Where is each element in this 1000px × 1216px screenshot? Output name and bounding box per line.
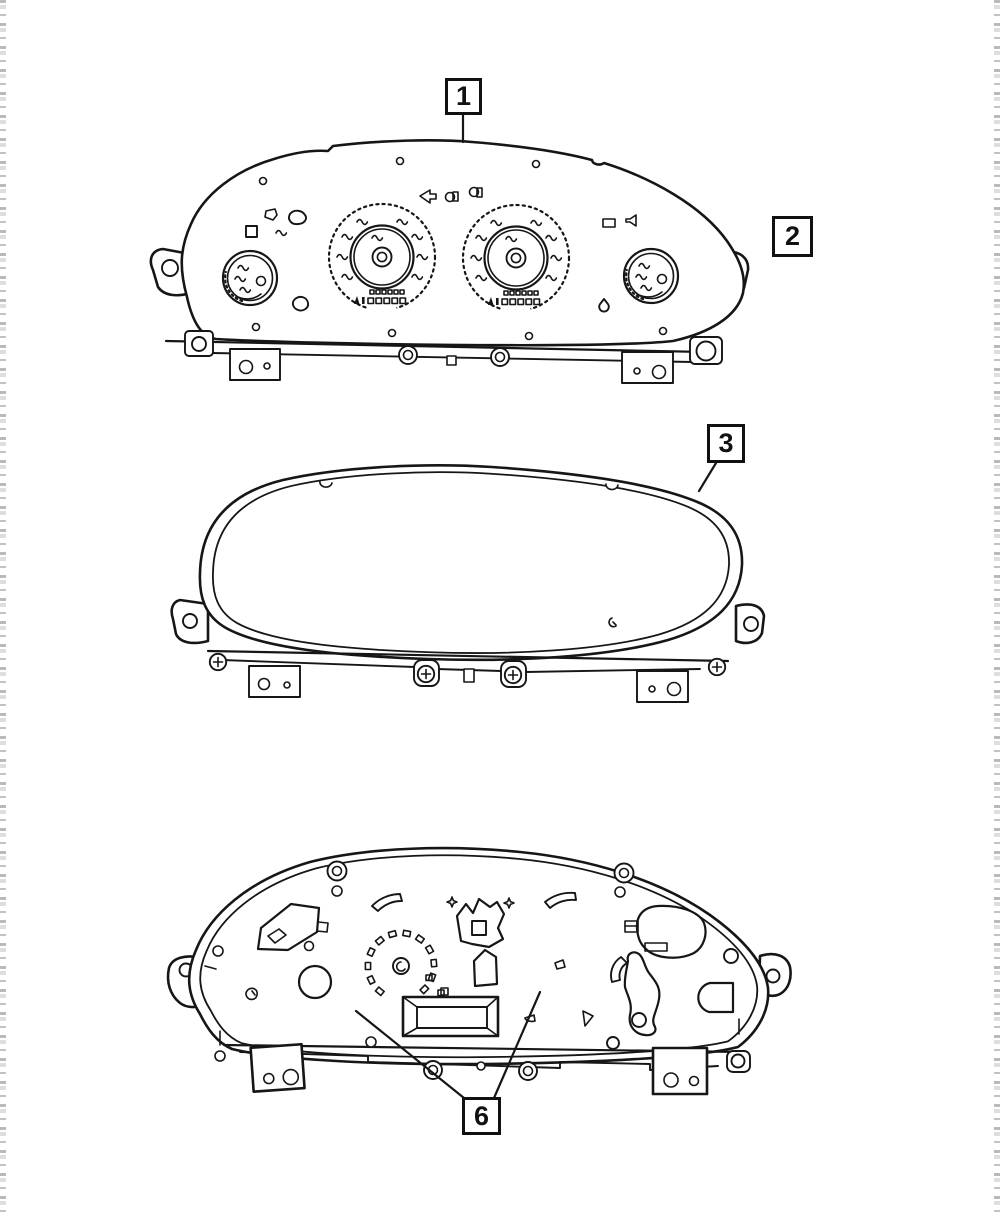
callout-6: 6 bbox=[462, 1097, 501, 1135]
callout-3: 3 bbox=[707, 424, 745, 463]
view-cluster-lens bbox=[172, 465, 764, 702]
callout-2: 2 bbox=[772, 216, 813, 257]
cluster-faceplate-outline bbox=[182, 140, 744, 345]
right-bracket bbox=[653, 1048, 707, 1094]
left-bracket bbox=[230, 349, 280, 380]
lens-outer-outline bbox=[200, 465, 742, 659]
lens-right-ear bbox=[736, 604, 764, 642]
right-bracket bbox=[622, 352, 673, 383]
left-bracket bbox=[251, 1044, 305, 1091]
callout-1: 1 bbox=[445, 78, 482, 115]
left-bracket bbox=[249, 666, 300, 697]
view-cluster-housing bbox=[168, 848, 791, 1094]
view-cluster-assembly bbox=[151, 140, 748, 383]
leader-item3 bbox=[699, 463, 716, 491]
lens-left-ear bbox=[172, 600, 208, 643]
